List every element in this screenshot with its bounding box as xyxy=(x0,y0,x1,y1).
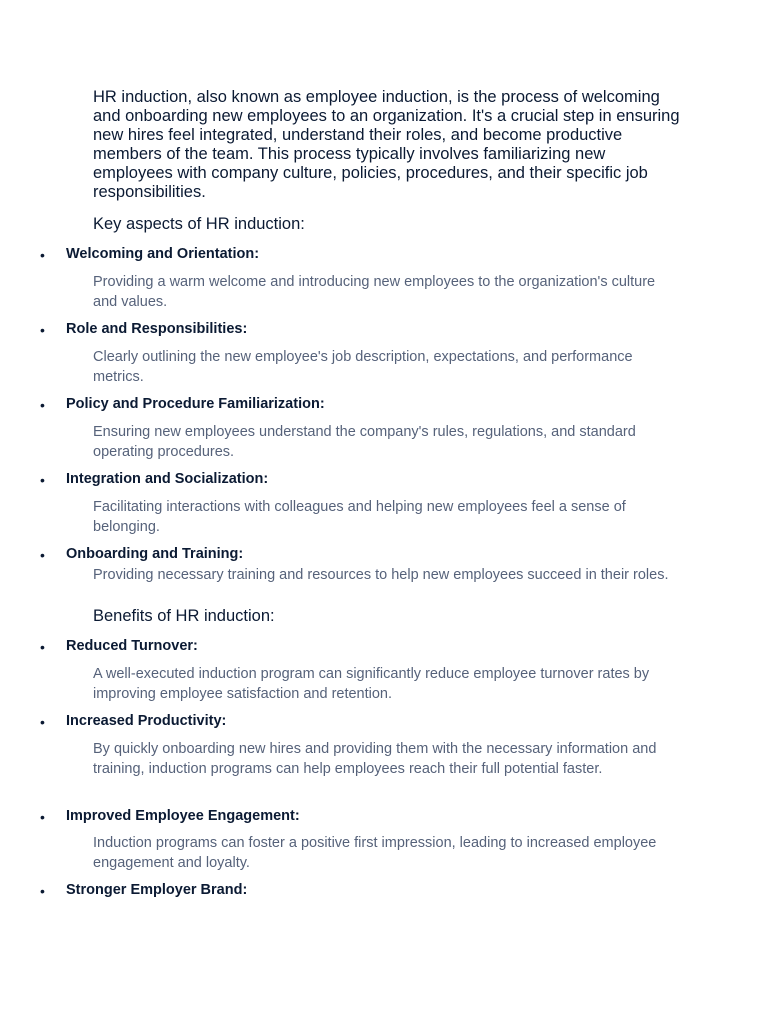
intro-paragraph: HR induction, also known as employee induction, is the process of welcoming and onboarding new employees to an organization. It's a crucial step in ensuring new hires feel integrated, understand their roles, and become productive members of the team. This process typically involves familiarizing new employees with company culture, policies, procedures, and their specific job responsibilities. xyxy=(93,88,680,201)
key-aspect-description: Ensuring new employees understand the company's rules, regulations, and standard operating procedures. xyxy=(93,424,636,460)
bullet-icon: • xyxy=(40,247,45,263)
key-aspect-title: Policy and Procedure Familiarization: xyxy=(66,396,325,412)
key-aspect-title: Role and Responsibilities: xyxy=(66,321,248,337)
bullet-icon: • xyxy=(40,472,45,488)
key-aspect-description: Providing necessary training and resources to help new employees succeed in their roles. xyxy=(93,567,669,583)
key-aspect-description: Facilitating interactions with colleagues and helping new employees feel a sense of belonging. xyxy=(93,499,626,535)
key-aspect-title: Onboarding and Training: xyxy=(66,546,244,562)
benefit-description: By quickly onboarding new hires and providing them with the necessary information and training, induction programs can help employees reach their full potential faster. xyxy=(93,741,657,777)
benefit-title: Increased Productivity: xyxy=(66,713,227,729)
benefit-description: A well-executed induction program can significantly reduce employee turnover rates by improving employee satisfaction and retention. xyxy=(93,666,650,702)
benefit-description: Induction programs can foster a positive first impression, leading to increased employee engagement and loyalty. xyxy=(93,835,657,871)
benefits-heading: Benefits of HR induction: xyxy=(93,607,275,625)
key-aspect-title: Integration and Socialization: xyxy=(66,471,269,487)
key-aspect-description: Providing a warm welcome and introducing new employees to the organization's culture and values. xyxy=(93,274,656,310)
benefit-title: Improved Employee Engagement: xyxy=(66,808,300,824)
bullet-icon: • xyxy=(40,639,45,655)
benefit-title: Stronger Employer Brand: xyxy=(66,882,248,898)
bullet-icon: • xyxy=(40,714,45,730)
bullet-icon: • xyxy=(40,322,45,338)
bullet-icon: • xyxy=(40,547,45,563)
bullet-icon: • xyxy=(40,809,45,825)
key-aspect-description: Clearly outlining the new employee's job description, expectations, and performance metrics. xyxy=(93,349,633,385)
key-aspect-title: Welcoming and Orientation: xyxy=(66,246,260,262)
bullet-icon: • xyxy=(40,883,45,899)
key-aspects-heading: Key aspects of HR induction: xyxy=(93,215,305,233)
benefit-title: Reduced Turnover: xyxy=(66,638,198,654)
bullet-icon: • xyxy=(40,397,45,413)
